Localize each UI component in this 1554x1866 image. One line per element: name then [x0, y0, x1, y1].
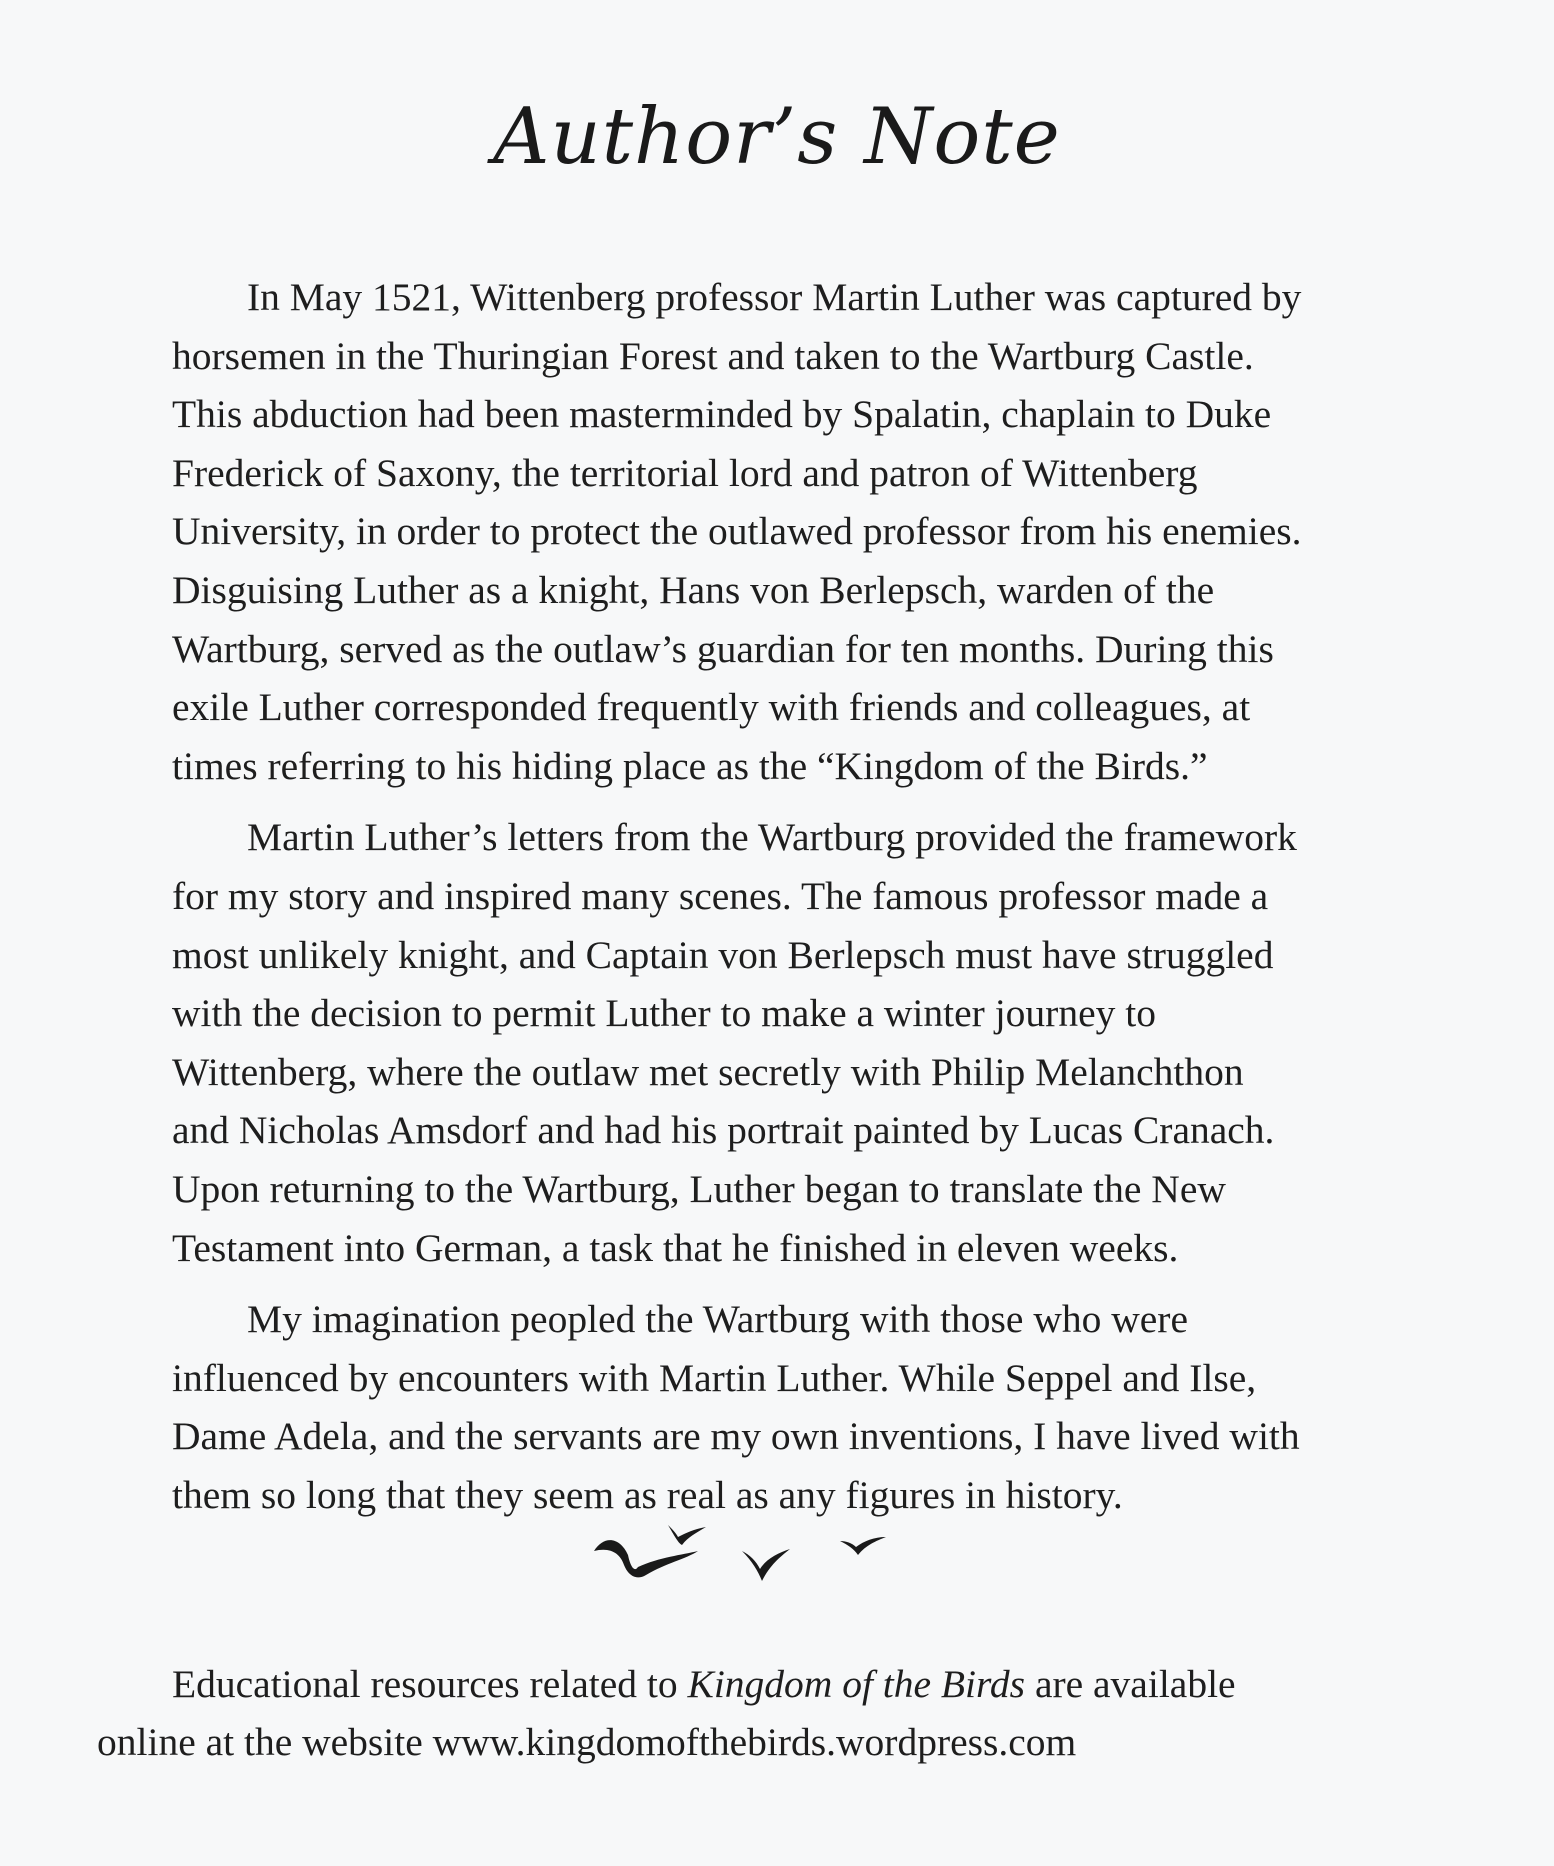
page-title: Author’s Note [493, 92, 1061, 182]
text-line: My imagination peopled the Wartburg with those who were [247, 1297, 1188, 1342]
text-line: Martin Luther’s letters from the Wartburg provided the framework [247, 815, 1297, 860]
text-line: for my story and inspired many scenes. The famous professor made a [172, 873, 1269, 918]
paragraph-3 [97, 1290, 1467, 1524]
text-line: Wartburg, served as the outlaw’s guardian for ten months. During this [172, 626, 1274, 671]
bird-icon [594, 1540, 698, 1577]
text-line: Frederick of Saxony, the territorial lord and patron of Wittenberg [172, 450, 1198, 495]
text-line: exile Luther corresponded frequently with friends and colleagues, at [172, 685, 1251, 730]
footer-text: are available [1025, 1662, 1236, 1706]
paragraph-1 [97, 268, 1467, 795]
text-line: Disguising Luther as a knight, Hans von Berlepsch, warden of the [172, 567, 1215, 612]
text-line: This abduction had been masterminded by Spalatin, chaplain to Duke [172, 392, 1272, 437]
paragraph-2 [97, 808, 1467, 1277]
footer-line-1 [97, 1655, 1487, 1713]
footer-line-2: online at the website www.kingdomofthebirds.wordpress.com [97, 1720, 1077, 1764]
text-line: times referring to his hiding place as the “Kingdom of the Birds.” [172, 743, 1208, 788]
text-line: influenced by encounters with Martin Luther. While Seppel and Ilse, [172, 1355, 1257, 1400]
text-line: Upon returning to the Wartburg, Luther began to translate the New [172, 1166, 1226, 1211]
book-title: Kingdom of the Birds [687, 1662, 1026, 1706]
body-text [97, 268, 1467, 1537]
bird-icon [668, 1525, 706, 1545]
text-line: In May 1521, Wittenberg professor Martin Luther was captured by [247, 275, 1302, 319]
text-line: Dame Adela, and the servants are my own inventions, I have lived with [172, 1414, 1300, 1459]
bird-icon [840, 1537, 886, 1555]
text-line: Wittenberg, where the outlaw met secretly with Philip Melanchthon [172, 1049, 1244, 1094]
text-line: them so long that they seem as real as any figures in history. [172, 1472, 1123, 1517]
birds-ornament [590, 1525, 950, 1615]
text-line: horsemen in the Thuringian Forest and taken to the Wartburg Castle. [172, 333, 1254, 378]
text-line: and Nicholas Amsdorf and had his portrait painted by Lucas Cranach. [172, 1108, 1275, 1153]
text-line: most unlikely knight, and Captain von Berlepsch must have struggled [172, 932, 1274, 977]
text-line: University, in order to protect the outlawed professor from his enemies. [172, 509, 1302, 554]
text-line: Testament into German, a task that he finished in eleven weeks. [172, 1225, 1179, 1270]
footer-note [97, 1655, 1487, 1771]
footer-text: Educational resources related to [172, 1662, 688, 1706]
text-line: with the decision to permit Luther to make a winter journey to [172, 991, 1156, 1036]
bird-icon [742, 1549, 790, 1581]
